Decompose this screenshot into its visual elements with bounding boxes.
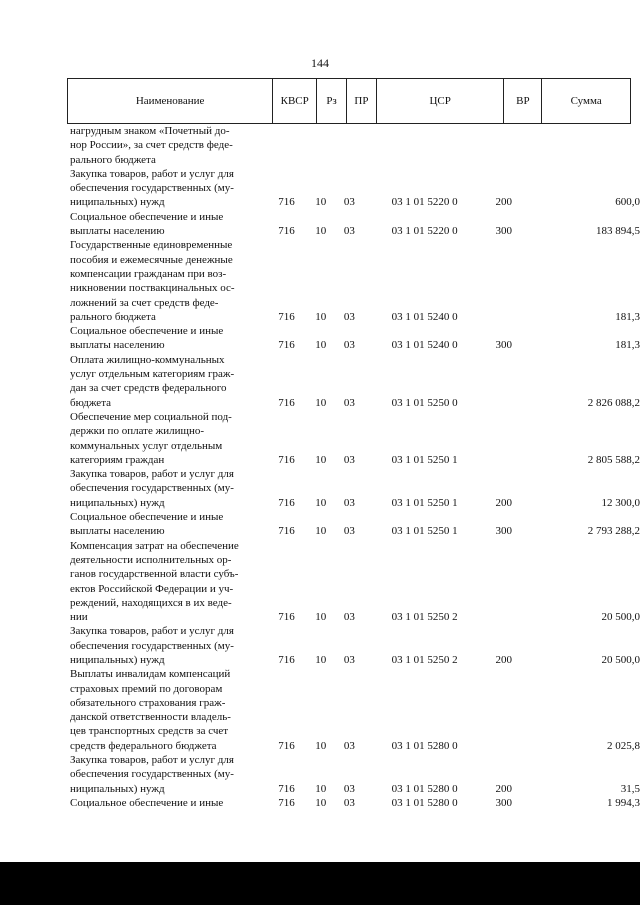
row-rz: 10 [315, 310, 327, 323]
row-name: Социальное обеспечение и иные выплаты населению [70, 511, 224, 538]
row-name: Компенсация затрат на обеспечение деятельности исполнительных ор- ганов государственной власти субъ- ектов Российской Федерации и уч- реждений, находящихся в их веде- нии [70, 539, 239, 624]
row-vr: 300 [495, 525, 512, 538]
row-name: Закупка товаров, работ и услуг для обеспечения государственных (му- ниципальных) нужд [70, 167, 234, 209]
row-csr: 03 1 01 5220 0 [391, 196, 458, 209]
row-name: Обеспечение мер социальной под- держки по оплате жилищно- коммунальных услуг отдельным категориям граждан [70, 410, 232, 466]
row-pr: 03 [343, 611, 355, 624]
row-kvsr: 716 [278, 525, 295, 538]
row-kvsr: 716 [278, 225, 295, 238]
row-kvsr: 716 [278, 396, 295, 409]
table-row [0, 238, 640, 324]
table-row [0, 124, 640, 167]
row-sum: 12 300,0 [601, 496, 640, 509]
row-sum: 20 500,0 [601, 653, 640, 666]
row-name: Выплаты инвалидам компенсаций страховых премий по договорам обязательного страхования граж- данской ответственности владель- цев транспортных средств за счет средств федерального бюджета [70, 668, 231, 752]
row-pr: 03 [343, 525, 355, 538]
row-rz: 10 [315, 339, 327, 352]
table-row [0, 210, 640, 239]
row-name: Социальное обеспечение и иные выплаты населению [70, 325, 224, 352]
row-name: Оплата жилищно-коммунальных услуг отдельным категориям граж- дан за счет средств федерального бюджета [70, 353, 235, 409]
row-vr: 300 [495, 339, 512, 352]
row-csr: 03 1 01 5280 0 [391, 739, 458, 752]
row-rz: 10 [315, 611, 327, 624]
row-sum: 181,3 [615, 339, 640, 352]
column-header-vr: ВР [503, 79, 541, 123]
row-pr: 03 [343, 196, 355, 209]
table-row [0, 624, 640, 667]
row-sum: 31,5 [620, 782, 640, 795]
table-row [0, 410, 640, 467]
row-kvsr: 716 [278, 782, 295, 795]
row-rz: 10 [315, 525, 327, 538]
row-rz: 10 [315, 453, 327, 466]
row-kvsr: 716 [278, 739, 295, 752]
row-sum: 20 500,0 [601, 611, 640, 624]
row-name: нагрудным знаком «Почетный до- нор России», за счет средств феде- рального бюджета [70, 125, 233, 166]
row-csr: 03 1 01 5220 0 [391, 225, 458, 238]
scan-border [0, 862, 640, 905]
row-rz: 10 [315, 225, 327, 238]
table-row [0, 667, 640, 753]
row-pr: 03 [343, 496, 355, 509]
row-pr: 03 [343, 453, 355, 466]
row-rz: 10 [315, 653, 327, 666]
row-name: Закупка товаров, работ и услуг для обеспечения государственных (му- ниципальных) нужд [70, 468, 234, 509]
row-rz: 10 [315, 796, 327, 809]
row-pr: 03 [343, 653, 355, 666]
row-sum: 600,0 [615, 196, 640, 209]
row-name: Социальное обеспечение и иные [70, 796, 224, 809]
row-pr: 03 [343, 782, 355, 795]
row-vr: 200 [495, 496, 512, 509]
row-kvsr: 716 [278, 496, 295, 509]
column-header-name: Наименование [135, 95, 205, 107]
row-vr: 200 [495, 196, 512, 209]
table-row [0, 467, 640, 510]
column-header-rz: Рз [316, 79, 346, 123]
row-kvsr: 716 [278, 611, 295, 624]
row-csr: 03 1 01 5280 0 [391, 796, 458, 809]
table-row [0, 753, 640, 796]
row-vr: 200 [495, 653, 512, 666]
table-row [0, 167, 640, 210]
row-vr: 200 [495, 782, 512, 795]
row-name: Социальное обеспечение и иные выплаты населению [70, 210, 224, 238]
row-kvsr: 716 [278, 653, 295, 666]
row-rz: 10 [315, 739, 327, 752]
column-header-pr: ПР [346, 79, 376, 123]
row-pr: 03 [343, 396, 355, 409]
column-header-sum: Сумма [541, 79, 630, 123]
page-number: 144 [311, 56, 329, 70]
table-header [67, 78, 631, 124]
row-sum: 2 826 088,2 [587, 396, 640, 409]
table-row [0, 539, 640, 625]
row-sum: 1 994,3 [607, 796, 640, 809]
row-kvsr: 716 [278, 453, 295, 466]
table-body [0, 124, 640, 810]
row-sum: 183 894,5 [596, 225, 640, 238]
row-pr: 03 [343, 739, 355, 752]
row-sum: 2 793 288,2 [587, 525, 640, 538]
row-csr: 03 1 01 5240 0 [391, 310, 458, 323]
row-csr: 03 1 01 5280 0 [391, 782, 458, 795]
row-csr: 03 1 01 5250 2 [391, 611, 458, 624]
row-rz: 10 [315, 196, 327, 209]
row-csr: 03 1 01 5250 0 [391, 396, 458, 409]
row-rz: 10 [315, 782, 327, 795]
row-kvsr: 716 [278, 339, 295, 352]
row-sum: 181,3 [615, 310, 640, 323]
table-row [0, 510, 640, 539]
column-header-kvsr: КВСР [272, 79, 316, 123]
column-header-csr: ЦСР [376, 79, 504, 123]
row-csr: 03 1 01 5250 1 [391, 496, 458, 509]
row-pr: 03 [343, 339, 355, 352]
table-row [0, 353, 640, 410]
row-csr: 03 1 01 5240 0 [391, 339, 458, 352]
table-row [0, 796, 640, 810]
row-name: Закупка товаров, работ и услуг для обеспечения государственных (му- ниципальных) нужд [70, 754, 234, 795]
row-kvsr: 716 [278, 310, 295, 323]
table-row [0, 324, 640, 353]
row-name: Государственные единовременные пособия и ежемесячные денежные компенсации гражданам при воз- никновении поствакцинальных ос- ложнений за счет средств феде- рального бюджета [70, 239, 235, 323]
row-pr: 03 [343, 225, 355, 238]
row-sum: 2 025,8 [607, 739, 640, 752]
row-sum: 2 805 588,2 [587, 453, 640, 466]
row-rz: 10 [315, 496, 327, 509]
row-pr: 03 [343, 310, 355, 323]
row-vr: 300 [495, 796, 512, 809]
row-name: Закупка товаров, работ и услуг для обеспечения государственных (му- ниципальных) нужд [70, 625, 234, 666]
row-vr: 300 [495, 225, 512, 238]
row-kvsr: 716 [278, 796, 295, 809]
row-csr: 03 1 01 5250 1 [391, 525, 458, 538]
row-csr: 03 1 01 5250 1 [391, 453, 458, 466]
row-kvsr: 716 [278, 196, 295, 209]
row-csr: 03 1 01 5250 2 [391, 653, 458, 666]
row-pr: 03 [343, 796, 355, 809]
row-rz: 10 [315, 396, 327, 409]
